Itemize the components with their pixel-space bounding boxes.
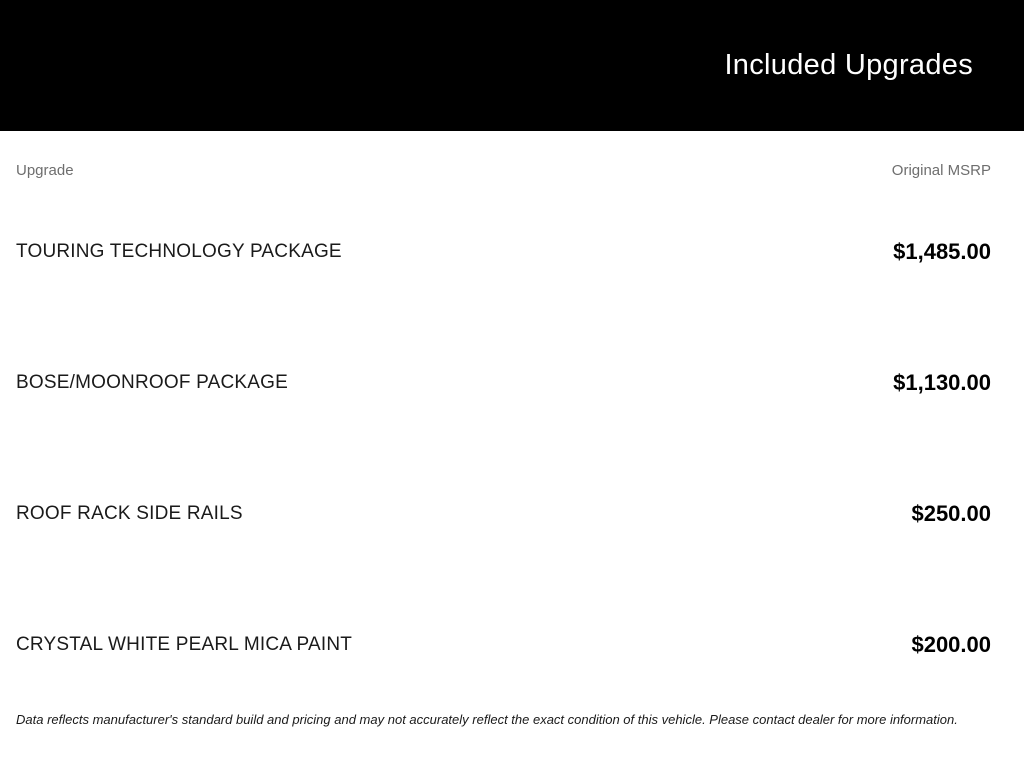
column-header-upgrade: Upgrade (16, 162, 74, 179)
upgrade-msrp: $250.00 (911, 500, 991, 526)
table-row (16, 317, 991, 448)
upgrade-msrp: $1,485.00 (893, 238, 991, 264)
upgrade-name: TOURING TECHNOLOGY PACKAGE (16, 240, 342, 262)
disclaimer-text: Data reflects manufacturer's standard build and pricing and may not accurately reflect the exact condition of this vehicle. Please contact dealer for more information. (16, 712, 958, 727)
table-row (16, 579, 991, 710)
table-rows (16, 186, 991, 710)
header-bar (0, 0, 1024, 131)
page-title: Included Upgrades (724, 49, 973, 81)
upgrade-name: CRYSTAL WHITE PEARL MICA PAINT (16, 633, 353, 655)
upgrades-table (0, 162, 1024, 727)
upgrade-name: BOSE/MOONROOF PACKAGE (16, 371, 288, 393)
table-column-headers (16, 162, 991, 180)
column-header-msrp: Original MSRP (891, 162, 991, 179)
upgrade-name: ROOF RACK SIDE RAILS (16, 502, 243, 524)
upgrade-msrp: $1,130.00 (893, 369, 991, 395)
table-row (16, 448, 991, 579)
table-row (16, 186, 991, 317)
upgrade-msrp: $200.00 (911, 631, 991, 657)
